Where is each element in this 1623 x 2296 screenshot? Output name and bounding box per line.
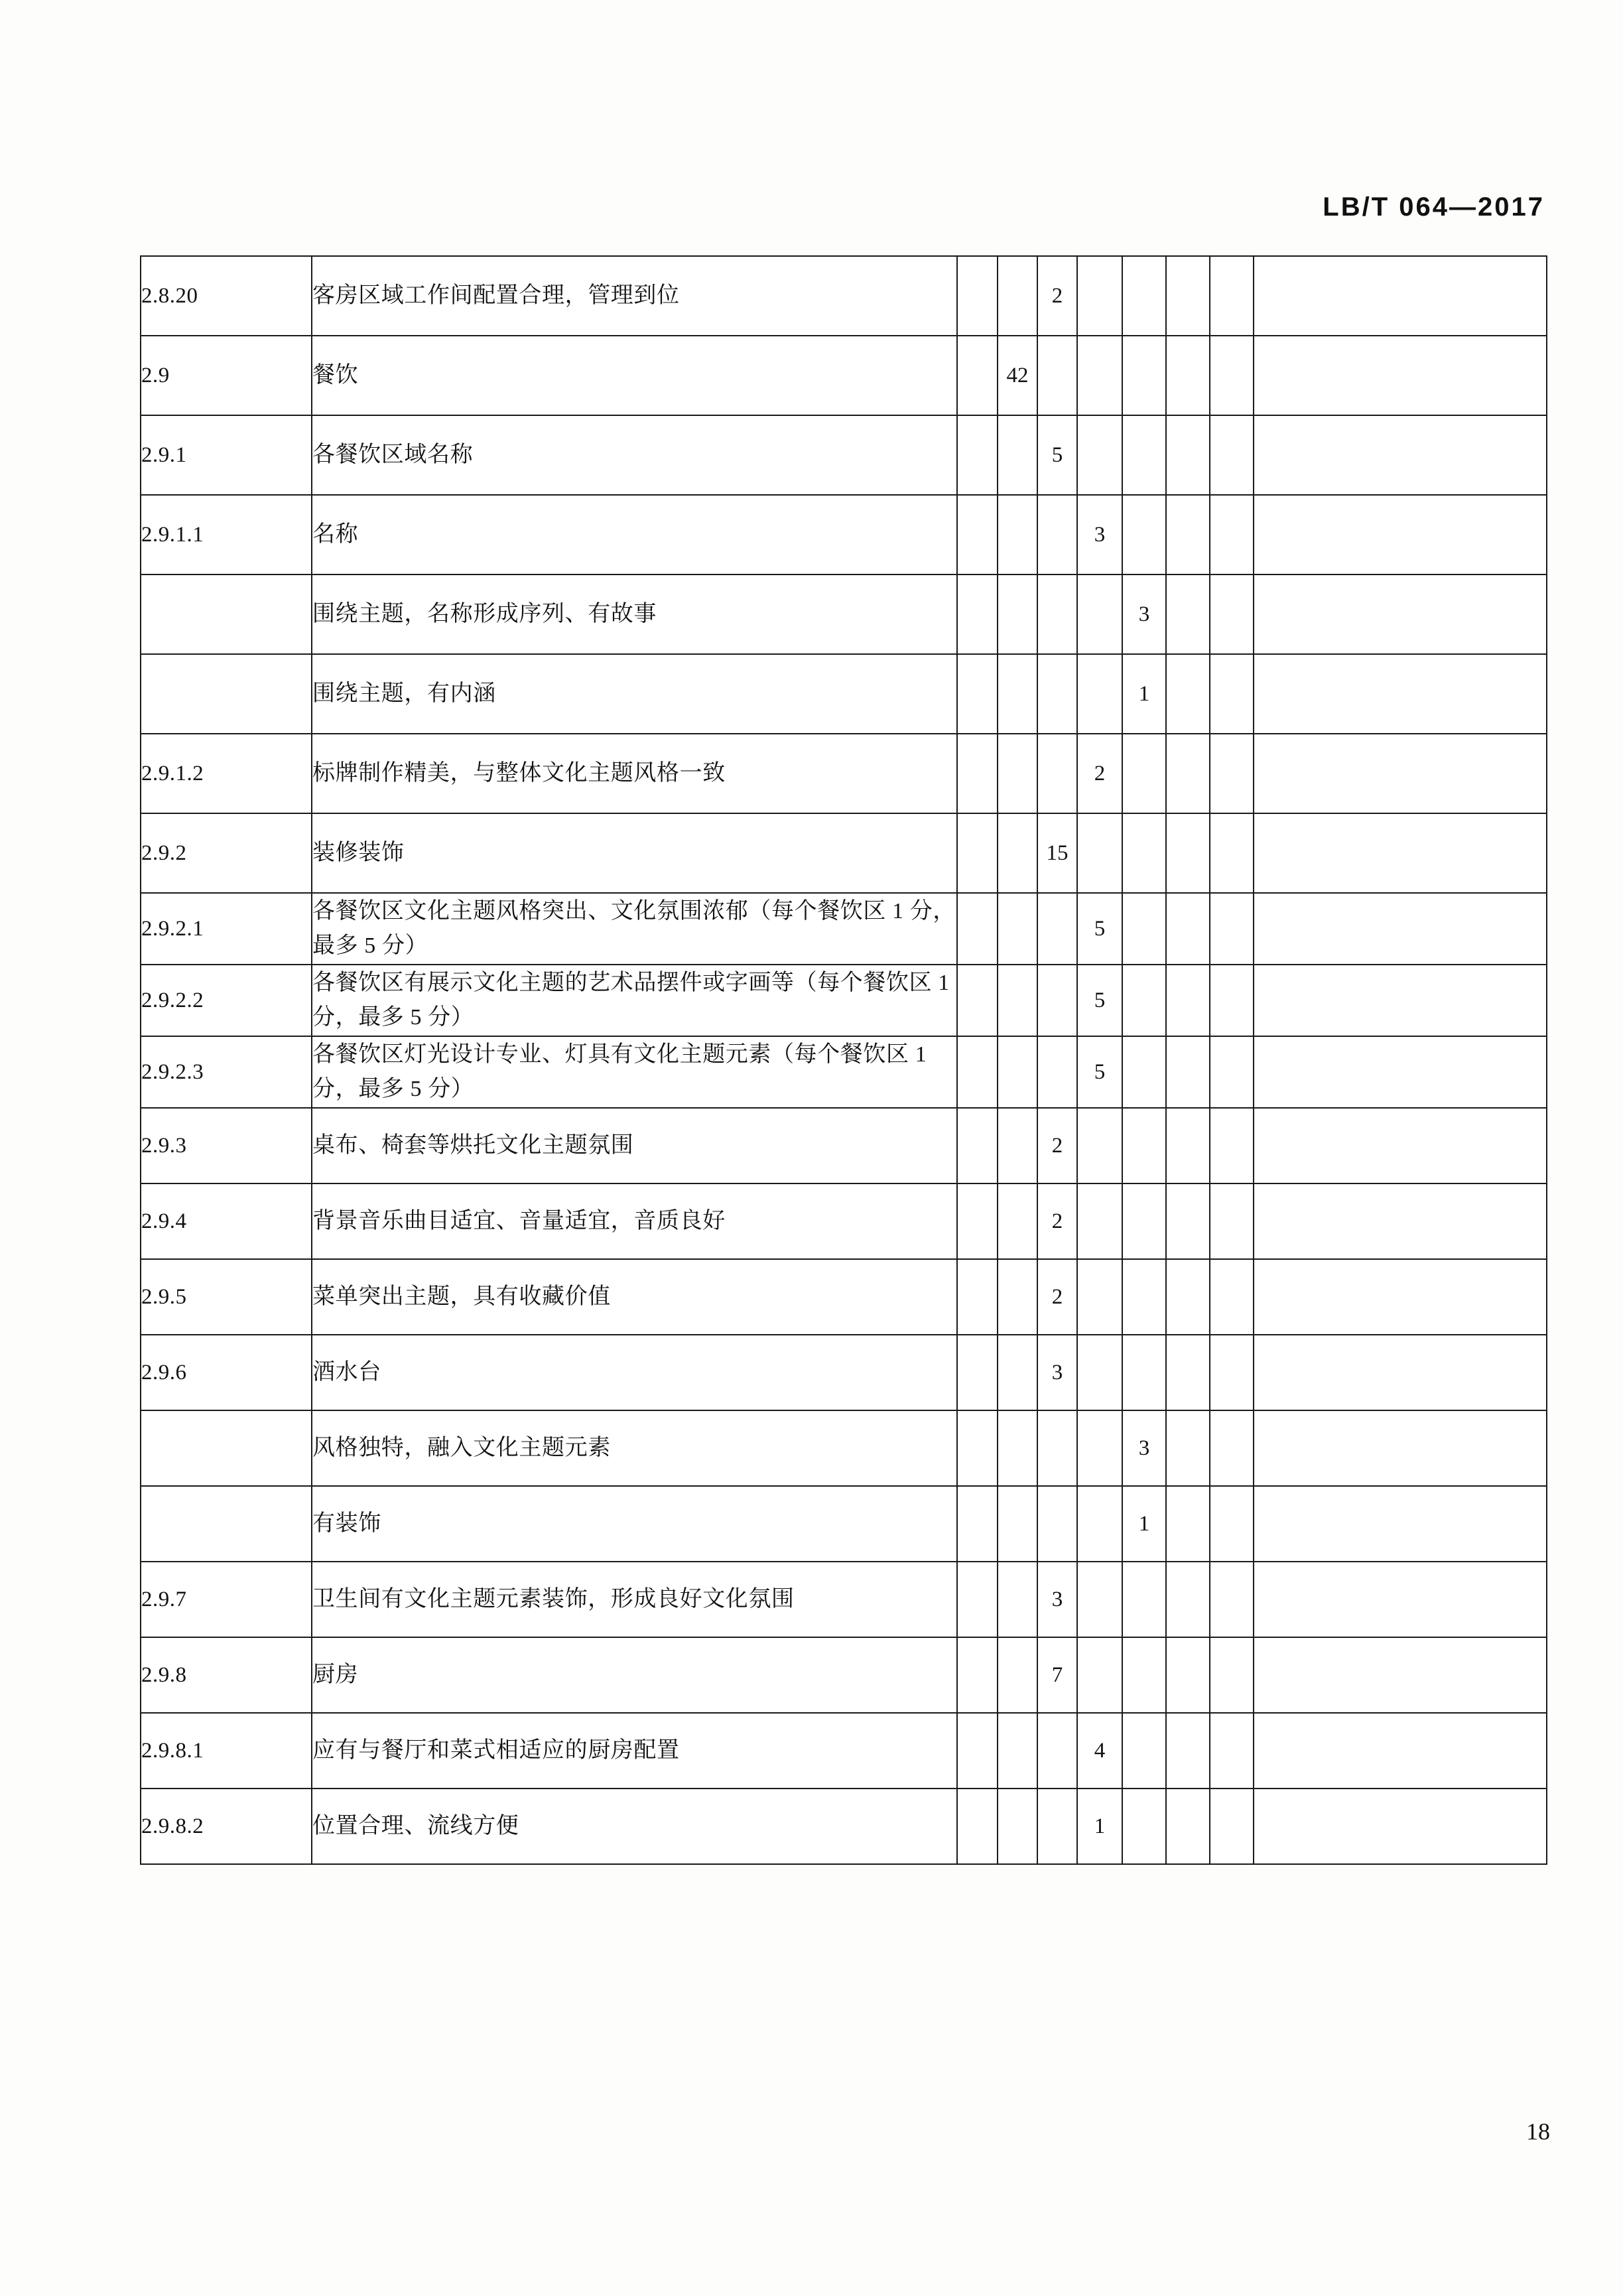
- row-item-number: 2.9.1: [141, 415, 312, 495]
- row-score-col-6: [1166, 1789, 1210, 1864]
- row-score-col-1: [957, 415, 998, 495]
- row-description: 厨房: [312, 1637, 957, 1713]
- row-score-col-5: [1122, 1183, 1166, 1259]
- row-description: 各餐饮区域名称: [312, 415, 957, 495]
- row-score-col-8: [1254, 813, 1547, 893]
- row-description: 卫生间有文化主题元素装饰，形成良好文化氛围: [312, 1562, 957, 1637]
- row-score-col-6: [1166, 256, 1210, 336]
- row-score-col-3: [1037, 574, 1077, 654]
- row-score-col-2: 42: [998, 336, 1037, 415]
- row-score-col-5: [1122, 495, 1166, 574]
- row-score-col-6: [1166, 1183, 1210, 1259]
- row-score-col-8: [1254, 1486, 1547, 1562]
- row-score-col-2: [998, 415, 1037, 495]
- row-score-col-8: [1254, 336, 1547, 415]
- row-item-number: 2.9.2.1: [141, 893, 312, 965]
- table-row: [141, 415, 1547, 495]
- table-row: [141, 1713, 1547, 1789]
- row-item-number: [141, 1410, 312, 1486]
- row-score-col-7: [1210, 1562, 1254, 1637]
- table-row: [141, 336, 1547, 415]
- row-score-col-8: [1254, 965, 1547, 1036]
- row-score-col-4: [1077, 813, 1122, 893]
- row-item-number: 2.9.1.1: [141, 495, 312, 574]
- table-row: [141, 1259, 1547, 1335]
- row-score-col-5: [1122, 1713, 1166, 1789]
- row-score-col-2: [998, 1183, 1037, 1259]
- row-score-col-8: [1254, 893, 1547, 965]
- row-score-col-7: [1210, 574, 1254, 654]
- row-score-col-2: [998, 1637, 1037, 1713]
- row-score-col-7: [1210, 1486, 1254, 1562]
- row-score-col-6: [1166, 893, 1210, 965]
- table-row: [141, 654, 1547, 734]
- row-score-col-8: [1254, 654, 1547, 734]
- row-score-col-3: 7: [1037, 1637, 1077, 1713]
- row-score-col-4: [1077, 1108, 1122, 1183]
- table-row: [141, 1335, 1547, 1410]
- row-score-col-2: [998, 256, 1037, 336]
- row-score-col-1: [957, 1036, 998, 1108]
- row-score-col-2: [998, 1486, 1037, 1562]
- row-score-col-8: [1254, 1637, 1547, 1713]
- row-score-col-6: [1166, 574, 1210, 654]
- row-score-col-7: [1210, 734, 1254, 813]
- row-score-col-8: [1254, 256, 1547, 336]
- row-description: 风格独特，融入文化主题元素: [312, 1410, 957, 1486]
- row-item-number: [141, 1486, 312, 1562]
- row-score-col-7: [1210, 415, 1254, 495]
- table-row: [141, 965, 1547, 1036]
- row-score-col-2: [998, 495, 1037, 574]
- row-score-col-5: [1122, 1259, 1166, 1335]
- row-score-col-7: [1210, 1335, 1254, 1410]
- row-score-col-5: [1122, 893, 1166, 965]
- row-score-col-6: [1166, 1713, 1210, 1789]
- row-score-col-3: [1037, 1410, 1077, 1486]
- row-score-col-5: [1122, 1108, 1166, 1183]
- row-score-col-8: [1254, 1259, 1547, 1335]
- row-item-number: 2.9.8: [141, 1637, 312, 1713]
- row-score-col-5: 3: [1122, 574, 1166, 654]
- row-score-col-4: 2: [1077, 734, 1122, 813]
- row-score-col-3: [1037, 654, 1077, 734]
- row-item-number: 2.9.2: [141, 813, 312, 893]
- row-score-col-4: 5: [1077, 965, 1122, 1036]
- row-score-col-7: [1210, 654, 1254, 734]
- row-score-col-3: [1037, 336, 1077, 415]
- row-score-col-3: [1037, 965, 1077, 1036]
- table-row: [141, 495, 1547, 574]
- row-score-col-2: [998, 734, 1037, 813]
- row-score-col-8: [1254, 415, 1547, 495]
- row-item-number: 2.9.3: [141, 1108, 312, 1183]
- row-description: 围绕主题，有内涵: [312, 654, 957, 734]
- table-row: [141, 1637, 1547, 1713]
- row-score-col-8: [1254, 734, 1547, 813]
- row-score-col-2: [998, 574, 1037, 654]
- scoring-table: [140, 255, 1547, 1865]
- row-score-col-1: [957, 1183, 998, 1259]
- row-score-col-5: 1: [1122, 1486, 1166, 1562]
- row-score-col-3: [1037, 734, 1077, 813]
- row-score-col-3: 3: [1037, 1562, 1077, 1637]
- row-score-col-1: [957, 1789, 998, 1864]
- row-score-col-5: [1122, 1789, 1166, 1864]
- row-score-col-4: 5: [1077, 1036, 1122, 1108]
- row-score-col-7: [1210, 1108, 1254, 1183]
- row-score-col-6: [1166, 654, 1210, 734]
- table-row: [141, 1562, 1547, 1637]
- row-score-col-6: [1166, 415, 1210, 495]
- table-row: [141, 574, 1547, 654]
- row-score-col-8: [1254, 495, 1547, 574]
- row-score-col-1: [957, 813, 998, 893]
- row-description: 餐饮: [312, 336, 957, 415]
- table-row: [141, 893, 1547, 965]
- row-score-col-4: [1077, 1183, 1122, 1259]
- row-score-col-1: [957, 1108, 998, 1183]
- table-row: [141, 1486, 1547, 1562]
- row-score-col-2: [998, 1036, 1037, 1108]
- row-score-col-8: [1254, 1335, 1547, 1410]
- row-description: 菜单突出主题，具有收藏价值: [312, 1259, 957, 1335]
- row-score-col-6: [1166, 1108, 1210, 1183]
- table-row: [141, 1036, 1547, 1108]
- row-score-col-6: [1166, 495, 1210, 574]
- row-score-col-5: [1122, 1036, 1166, 1108]
- row-score-col-3: [1037, 1713, 1077, 1789]
- row-description: 背景音乐曲目适宜、音量适宜，音质良好: [312, 1183, 957, 1259]
- row-item-number: 2.9: [141, 336, 312, 415]
- row-score-col-6: [1166, 1637, 1210, 1713]
- row-score-col-2: [998, 1259, 1037, 1335]
- row-score-col-3: 2: [1037, 1259, 1077, 1335]
- row-score-col-3: [1037, 1789, 1077, 1864]
- row-description: 酒水台: [312, 1335, 957, 1410]
- row-item-number: 2.9.8.1: [141, 1713, 312, 1789]
- row-score-col-2: [998, 1108, 1037, 1183]
- row-score-col-1: [957, 734, 998, 813]
- row-score-col-8: [1254, 1183, 1547, 1259]
- row-score-col-1: [957, 336, 998, 415]
- row-score-col-1: [957, 1410, 998, 1486]
- table-row: [141, 1183, 1547, 1259]
- row-score-col-1: [957, 1335, 998, 1410]
- row-score-col-4: [1077, 1410, 1122, 1486]
- row-score-col-5: 3: [1122, 1410, 1166, 1486]
- row-score-col-6: [1166, 336, 1210, 415]
- row-item-number: [141, 654, 312, 734]
- row-score-col-7: [1210, 813, 1254, 893]
- row-score-col-7: [1210, 1713, 1254, 1789]
- row-score-col-7: [1210, 1259, 1254, 1335]
- row-description: 各餐饮区灯光设计专业、灯具有文化主题元素（每个餐饮区 1 分，最多 5 分）: [312, 1036, 957, 1108]
- page-number: 18: [1526, 2118, 1550, 2145]
- row-score-col-4: 5: [1077, 893, 1122, 965]
- row-score-col-2: [998, 1789, 1037, 1864]
- row-score-col-7: [1210, 893, 1254, 965]
- row-score-col-5: 1: [1122, 654, 1166, 734]
- row-score-col-5: [1122, 256, 1166, 336]
- row-score-col-5: [1122, 1637, 1166, 1713]
- row-score-col-5: [1122, 1335, 1166, 1410]
- row-score-col-4: 4: [1077, 1713, 1122, 1789]
- row-score-col-3: 15: [1037, 813, 1077, 893]
- row-score-col-8: [1254, 1562, 1547, 1637]
- row-description: 桌布、椅套等烘托文化主题氛围: [312, 1108, 957, 1183]
- row-item-number: 2.9.4: [141, 1183, 312, 1259]
- row-score-col-3: 5: [1037, 415, 1077, 495]
- row-score-col-8: [1254, 574, 1547, 654]
- row-score-col-5: [1122, 734, 1166, 813]
- row-score-col-8: [1254, 1410, 1547, 1486]
- row-score-col-1: [957, 1259, 998, 1335]
- row-score-col-3: 2: [1037, 256, 1077, 336]
- row-score-col-4: [1077, 256, 1122, 336]
- row-score-col-2: [998, 654, 1037, 734]
- row-score-col-4: [1077, 654, 1122, 734]
- row-score-col-7: [1210, 495, 1254, 574]
- row-score-col-4: [1077, 1486, 1122, 1562]
- row-description: 装修装饰: [312, 813, 957, 893]
- row-score-col-6: [1166, 813, 1210, 893]
- row-score-col-5: [1122, 1562, 1166, 1637]
- row-score-col-8: [1254, 1108, 1547, 1183]
- row-score-col-6: [1166, 1259, 1210, 1335]
- row-score-col-1: [957, 654, 998, 734]
- row-score-col-1: [957, 893, 998, 965]
- row-score-col-5: [1122, 415, 1166, 495]
- row-score-col-4: [1077, 1637, 1122, 1713]
- table-row: [141, 1410, 1547, 1486]
- table-row: [141, 734, 1547, 813]
- row-score-col-1: [957, 1637, 998, 1713]
- scoring-table-body: [141, 256, 1547, 1864]
- row-score-col-2: [998, 1713, 1037, 1789]
- row-description: 位置合理、流线方便: [312, 1789, 957, 1864]
- row-score-col-4: [1077, 336, 1122, 415]
- row-score-col-3: 2: [1037, 1108, 1077, 1183]
- row-score-col-3: [1037, 893, 1077, 965]
- row-score-col-6: [1166, 965, 1210, 1036]
- row-score-col-1: [957, 495, 998, 574]
- row-score-col-7: [1210, 1183, 1254, 1259]
- row-score-col-5: [1122, 336, 1166, 415]
- row-description: 名称: [312, 495, 957, 574]
- row-score-col-8: [1254, 1789, 1547, 1864]
- row-score-col-8: [1254, 1036, 1547, 1108]
- row-score-col-7: [1210, 1637, 1254, 1713]
- row-score-col-1: [957, 1562, 998, 1637]
- row-score-col-7: [1210, 1789, 1254, 1864]
- row-item-number: 2.9.2.2: [141, 965, 312, 1036]
- row-item-number: 2.9.7: [141, 1562, 312, 1637]
- row-score-col-3: [1037, 495, 1077, 574]
- row-score-col-2: [998, 813, 1037, 893]
- row-score-col-4: [1077, 574, 1122, 654]
- row-score-col-5: [1122, 965, 1166, 1036]
- row-description: 标牌制作精美，与整体文化主题风格一致: [312, 734, 957, 813]
- row-score-col-2: [998, 965, 1037, 1036]
- row-score-col-4: [1077, 1335, 1122, 1410]
- row-score-col-6: [1166, 734, 1210, 813]
- row-score-col-2: [998, 1335, 1037, 1410]
- standard-code-header: LB/T 064—2017: [1323, 192, 1545, 222]
- table-row: [141, 813, 1547, 893]
- row-score-col-1: [957, 965, 998, 1036]
- row-item-number: [141, 574, 312, 654]
- row-score-col-6: [1166, 1410, 1210, 1486]
- table-row: [141, 1789, 1547, 1864]
- row-score-col-8: [1254, 1713, 1547, 1789]
- row-score-col-2: [998, 1562, 1037, 1637]
- row-item-number: 2.9.6: [141, 1335, 312, 1410]
- row-score-col-2: [998, 1410, 1037, 1486]
- row-score-col-5: [1122, 813, 1166, 893]
- row-score-col-7: [1210, 965, 1254, 1036]
- row-score-col-7: [1210, 1410, 1254, 1486]
- row-item-number: 2.9.5: [141, 1259, 312, 1335]
- row-score-col-6: [1166, 1486, 1210, 1562]
- row-score-col-4: [1077, 415, 1122, 495]
- row-score-col-4: 1: [1077, 1789, 1122, 1864]
- row-score-col-6: [1166, 1562, 1210, 1637]
- row-score-col-1: [957, 256, 998, 336]
- row-item-number: 2.8.20: [141, 256, 312, 336]
- row-score-col-4: 3: [1077, 495, 1122, 574]
- row-description: 应有与餐厅和菜式相适应的厨房配置: [312, 1713, 957, 1789]
- row-score-col-7: [1210, 256, 1254, 336]
- row-item-number: 2.9.1.2: [141, 734, 312, 813]
- row-item-number: 2.9.2.3: [141, 1036, 312, 1108]
- row-score-col-7: [1210, 1036, 1254, 1108]
- row-score-col-3: 2: [1037, 1183, 1077, 1259]
- row-score-col-3: 3: [1037, 1335, 1077, 1410]
- row-description: 各餐饮区文化主题风格突出、文化氛围浓郁（每个餐饮区 1 分，最多 5 分）: [312, 893, 957, 965]
- row-description: 客房区域工作间配置合理，管理到位: [312, 256, 957, 336]
- row-score-col-4: [1077, 1259, 1122, 1335]
- row-score-col-1: [957, 1486, 998, 1562]
- row-score-col-1: [957, 574, 998, 654]
- row-description: 各餐饮区有展示文化主题的艺术品摆件或字画等（每个餐饮区 1 分，最多 5 分）: [312, 965, 957, 1036]
- row-score-col-4: [1077, 1562, 1122, 1637]
- row-score-col-1: [957, 1713, 998, 1789]
- row-score-col-2: [998, 893, 1037, 965]
- row-score-col-3: [1037, 1036, 1077, 1108]
- table-row: [141, 1108, 1547, 1183]
- row-score-col-6: [1166, 1036, 1210, 1108]
- row-description: 围绕主题，名称形成序列、有故事: [312, 574, 957, 654]
- table-row: [141, 256, 1547, 336]
- row-score-col-6: [1166, 1335, 1210, 1410]
- row-score-col-3: [1037, 1486, 1077, 1562]
- row-description: 有装饰: [312, 1486, 957, 1562]
- row-item-number: 2.9.8.2: [141, 1789, 312, 1864]
- row-score-col-7: [1210, 336, 1254, 415]
- scoring-table-wrapper: [140, 255, 1546, 1865]
